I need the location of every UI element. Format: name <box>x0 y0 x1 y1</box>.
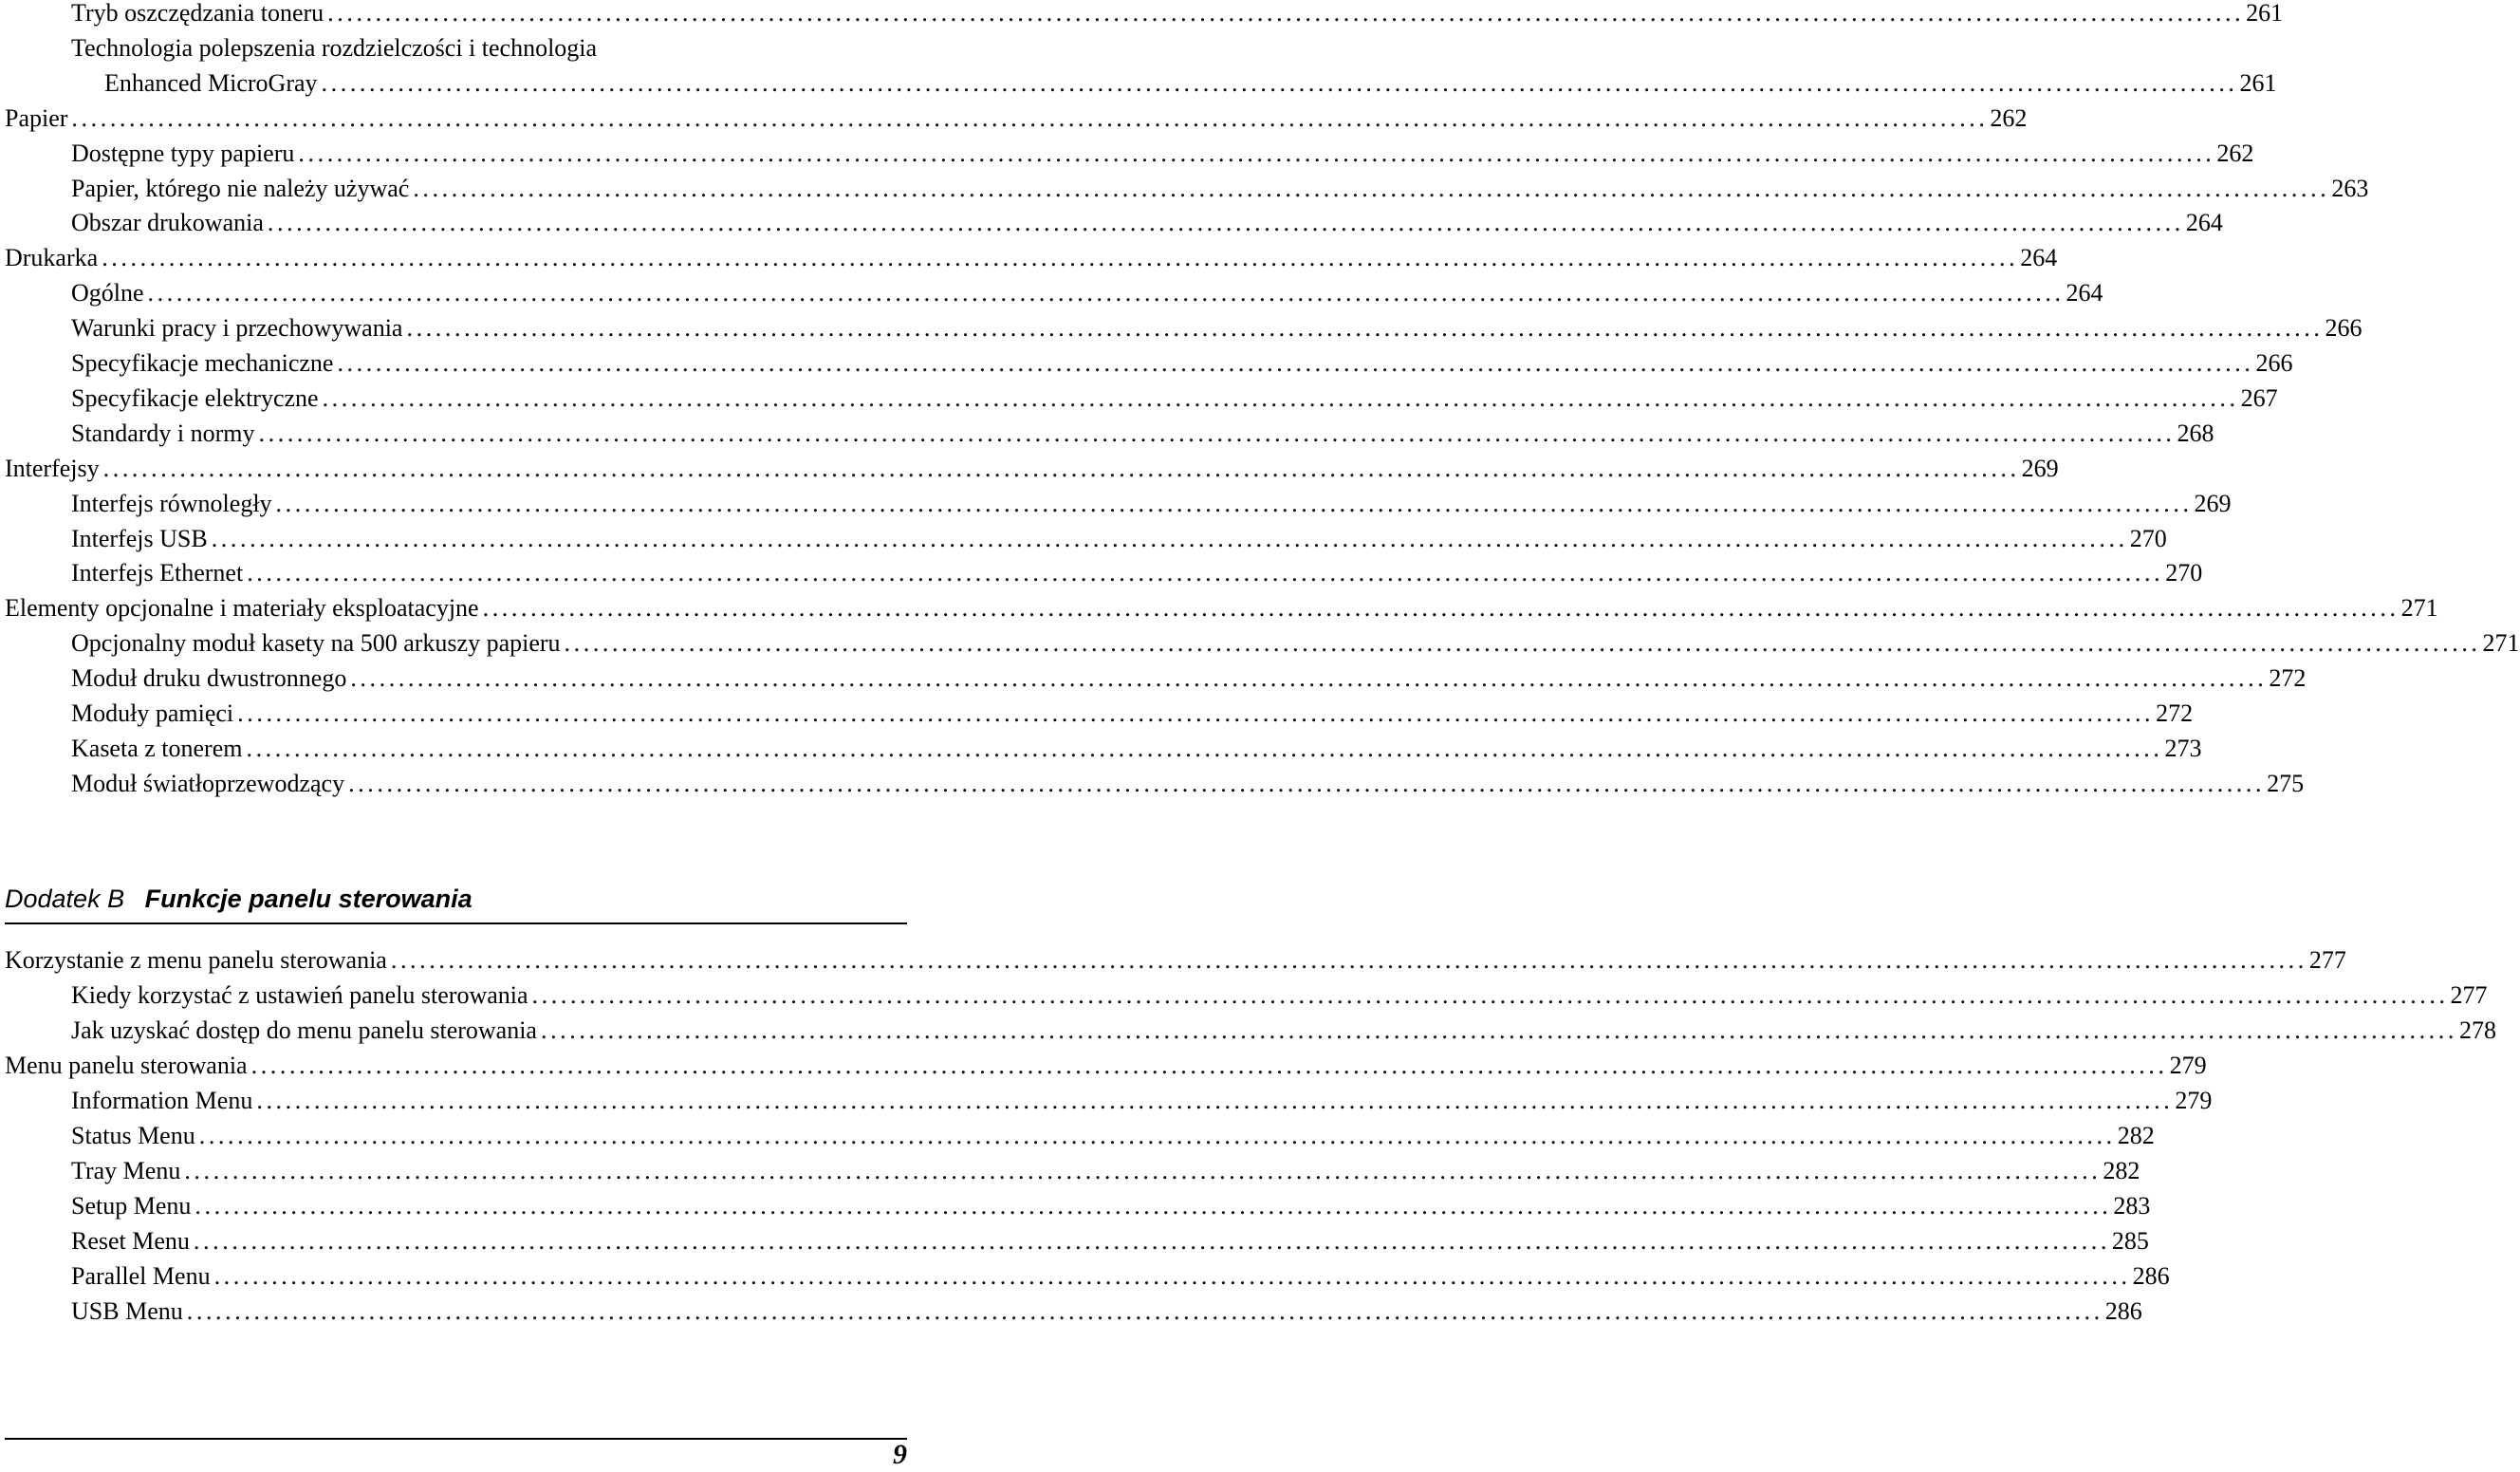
toc-entry[interactable] <box>0 1154 2140 1188</box>
toc-entry-title: Status Menu <box>71 1122 195 1149</box>
toc-entry[interactable] <box>0 172 2369 206</box>
dot-leader: ........................................................................................................................................................................................................ <box>390 946 2307 974</box>
dot-leader: ........................................................................................................................................................................................................ <box>193 1227 2110 1255</box>
dot-leader: ........................................................................................................................................................................................................ <box>213 1262 2131 1290</box>
toc-entry-title: Specyfikacje mechaniczne <box>71 349 334 377</box>
toc-entry-page: 272 <box>2269 664 2307 693</box>
toc-entry[interactable] <box>0 452 2059 486</box>
toc-entry[interactable] <box>0 556 2203 590</box>
toc-entry-title: Ogólne <box>71 279 144 307</box>
dot-leader: ........................................................................................................................................................................................................ <box>564 629 2481 658</box>
toc-entry-title: Obszar drukowania <box>71 209 264 237</box>
toc-entry-page: 271 <box>2400 594 2438 623</box>
toc-entry-title: Moduł druku dwustronnego <box>71 664 347 693</box>
dot-leader: ........................................................................................................................................................................................................ <box>211 524 2128 552</box>
toc-entry-title-line2: Enhanced MicroGray <box>104 68 318 97</box>
toc-entry-page: 269 <box>2021 454 2059 482</box>
dot-leader: ........................................................................................................................................................................................................ <box>237 699 2155 727</box>
dot-leader: ........................................................................................................................................................................................................ <box>71 103 1989 132</box>
dot-leader: ........................................................................................................................................................................................................ <box>531 981 2449 1009</box>
dot-leader: ........................................................................................................................................................................................................ <box>102 454 2020 482</box>
dot-leader: ........................................................................................................................................................................................................ <box>247 559 2164 587</box>
toc-entry-page: 282 <box>2117 1122 2155 1149</box>
appendix-header <box>5 878 907 924</box>
toc-entry[interactable] <box>0 661 2307 696</box>
toc-entry[interactable] <box>0 626 2520 661</box>
toc-entry-title: Tryb oszczędzania toneru <box>71 0 324 27</box>
toc-entry[interactable] <box>0 31 878 65</box>
toc-entry-title: Menu panelu sterowania <box>5 1052 248 1079</box>
toc-entry-page: 286 <box>2104 1297 2142 1325</box>
toc-entry-page: 262 <box>1990 103 2028 132</box>
toc-entry[interactable] <box>0 1224 2149 1258</box>
toc-entry-page: 272 <box>2156 699 2194 727</box>
dot-leader: ........................................................................................................................................................................................................ <box>195 1192 2112 1220</box>
toc-entry-page: 269 <box>2194 489 2232 517</box>
toc-entry-page: 270 <box>2129 524 2167 552</box>
toc-entry-title: Tray Menu <box>71 1157 181 1184</box>
toc-entry[interactable] <box>0 382 2278 416</box>
toc-entry-page: 264 <box>2020 244 2058 272</box>
dot-leader: ........................................................................................................................................................................................................ <box>298 139 2215 167</box>
toc-entry[interactable] <box>0 487 2232 521</box>
toc-entry-title: Papier <box>5 103 68 132</box>
dot-leader: ........................................................................................................................................................................................................ <box>275 489 2193 517</box>
footer-rule <box>5 1438 907 1440</box>
toc-entry-page: 279 <box>2169 1052 2207 1079</box>
toc-entry[interactable] <box>0 102 2028 136</box>
toc-entry-title: Opcjonalny moduł kasety na 500 arkuszy papieru <box>71 629 561 658</box>
dot-leader: ........................................................................................................................................................................................................ <box>147 279 2065 307</box>
toc-entry-title: Jak uzyskać dostęp do menu panelu sterowania <box>71 1016 537 1044</box>
toc-entry-page: 273 <box>2164 734 2202 762</box>
toc-entry-title: Moduł światłoprzewodzący <box>71 769 345 797</box>
toc-entry[interactable] <box>0 1014 2496 1048</box>
dot-leader: ........................................................................................................................................................................................................ <box>482 594 2400 623</box>
dot-leader: ........................................................................................................................................................................................................ <box>258 419 2176 447</box>
toc-entry-title: Dostępne typy papieru <box>71 139 295 167</box>
toc-entry-title: Interfejs Ethernet <box>71 559 244 587</box>
toc-entry[interactable] <box>0 943 2346 978</box>
dot-leader: ........................................................................................................................................................................................................ <box>102 244 2019 272</box>
toc-entry-title: Interfejs równoległy <box>71 489 272 517</box>
dot-leader: ........................................................................................................................................................................................................ <box>350 664 2268 693</box>
dot-leader: ........................................................................................................................................................................................................ <box>327 0 2245 27</box>
toc-entry[interactable] <box>0 137 2254 171</box>
toc-entry-page: 266 <box>2325 314 2362 343</box>
toc-entry-page: 279 <box>2175 1087 2213 1114</box>
toc-entry[interactable] <box>0 311 2362 345</box>
dot-leader: ........................................................................................................................................................................................................ <box>184 1157 2102 1184</box>
toc-entry-page: 277 <box>2308 946 2346 974</box>
toc-entry-page: 264 <box>2185 209 2223 237</box>
toc-entry-title: Interfejsy <box>5 454 100 482</box>
dot-leader: ........................................................................................................................................................................................................ <box>406 314 2324 343</box>
toc-entry-title: Moduły pamięci <box>71 699 234 727</box>
toc-entry[interactable] <box>0 1084 2213 1118</box>
toc-entry-title: Specyfikacje elektryczne <box>71 383 319 412</box>
toc-entry-title: Interfejs USB <box>71 524 208 552</box>
dot-leader: ........................................................................................................................................................................................................ <box>321 68 2238 97</box>
toc-entry[interactable] <box>0 767 2305 801</box>
toc-entry-title: Standardy i normy <box>71 419 255 447</box>
toc-entry-title: Kiedy korzystać z ustawień panelu sterowania <box>71 981 528 1009</box>
toc-entry-title: Kaseta z tonerem <box>71 734 243 762</box>
toc-entry[interactable] <box>0 1259 2170 1294</box>
toc-entry-title: Papier, którego nie należy używać <box>71 174 410 202</box>
toc-entry-title: Elementy opcjonalne i materiały eksploatacyjne <box>5 594 479 623</box>
page-number: 9 <box>893 1439 907 1470</box>
toc-entry[interactable] <box>0 0 2284 30</box>
toc-entry-title: Setup Menu <box>71 1192 192 1220</box>
toc-entry-title: USB Menu <box>71 1297 183 1325</box>
toc-entry-page: 262 <box>2216 139 2254 167</box>
toc-entry[interactable] <box>0 697 2194 731</box>
dot-leader: ........................................................................................................................................................................................................ <box>186 1297 2103 1325</box>
toc-entry-page: 268 <box>2177 419 2214 447</box>
toc-entry[interactable] <box>0 1189 2151 1223</box>
toc-entry-page: 285 <box>2111 1227 2149 1255</box>
dot-leader: ........................................................................................................................................................................................................ <box>540 1016 2457 1044</box>
toc-entry-page: 278 <box>2458 1016 2496 1044</box>
toc-entry[interactable] <box>0 1119 2155 1153</box>
toc-entry-page: 275 <box>2267 769 2305 797</box>
toc-entry[interactable] <box>0 522 2167 556</box>
toc-entry[interactable] <box>0 206 2223 240</box>
toc-entry-page: 264 <box>2066 279 2103 307</box>
toc-entry-page: 270 <box>2165 559 2203 587</box>
toc-entry-continuation[interactable] <box>0 66 2277 101</box>
toc-entry-title: Warunki pracy i przechowywania <box>71 314 403 343</box>
toc-entry-page: 282 <box>2103 1157 2140 1184</box>
toc-entry[interactable] <box>0 978 2488 1013</box>
toc-entry-page: 266 <box>2255 349 2293 377</box>
dot-leader: ........................................................................................................................................................................................................ <box>267 209 2184 237</box>
toc-entry[interactable] <box>0 591 2438 625</box>
dot-leader: ........................................................................................................................................................................................................ <box>250 1052 2168 1079</box>
toc-entry[interactable] <box>0 241 2058 275</box>
toc-entry[interactable] <box>0 346 2293 381</box>
toc-entry-title: Korzystanie z menu panelu sterowania <box>5 946 387 974</box>
dot-leader: ........................................................................................................................................................................................................ <box>413 174 2330 202</box>
dot-leader: ........................................................................................................................................................................................................ <box>348 769 2266 797</box>
toc-entry[interactable] <box>0 276 2103 310</box>
toc-entry-page: 271 <box>2482 629 2520 658</box>
toc-entry[interactable] <box>0 1049 2207 1083</box>
toc-entry-title: Parallel Menu <box>71 1262 211 1290</box>
dot-leader: ........................................................................................................................................................................................................ <box>322 383 2239 412</box>
toc-entry-page: 267 <box>2240 383 2278 412</box>
toc-entry-title: Reset Menu <box>71 1227 190 1255</box>
toc-entry-title: Information Menu <box>71 1087 253 1114</box>
appendix-title: Funkcje panelu sterowania <box>144 885 472 913</box>
dot-leader: ........................................................................................................................................................................................................ <box>246 734 2163 762</box>
toc-entry-page: 261 <box>2239 68 2277 97</box>
toc-entry-title: Technologia polepszenia rozdzielczości i technologia <box>71 33 598 62</box>
dot-leader: ........................................................................................................................................................................................................ <box>256 1087 2174 1114</box>
toc-entry-page: 286 <box>2132 1262 2170 1290</box>
toc-entry-page: 283 <box>2113 1192 2151 1220</box>
appendix-label: Dodatek B <box>5 885 125 913</box>
dot-leader: ........................................................................................................................................................................................................ <box>198 1122 2116 1149</box>
toc-entry-page: 261 <box>2246 0 2284 27</box>
toc-entry-title: Drukarka <box>5 244 99 272</box>
toc-entry-page: 277 <box>2450 981 2488 1009</box>
toc-entry[interactable] <box>0 417 2214 451</box>
toc-entry[interactable] <box>0 1295 2142 1329</box>
toc-entry-page: 263 <box>2331 174 2369 202</box>
toc-entry[interactable] <box>0 732 2202 766</box>
dot-leader: ........................................................................................................................................................................................................ <box>337 349 2254 377</box>
